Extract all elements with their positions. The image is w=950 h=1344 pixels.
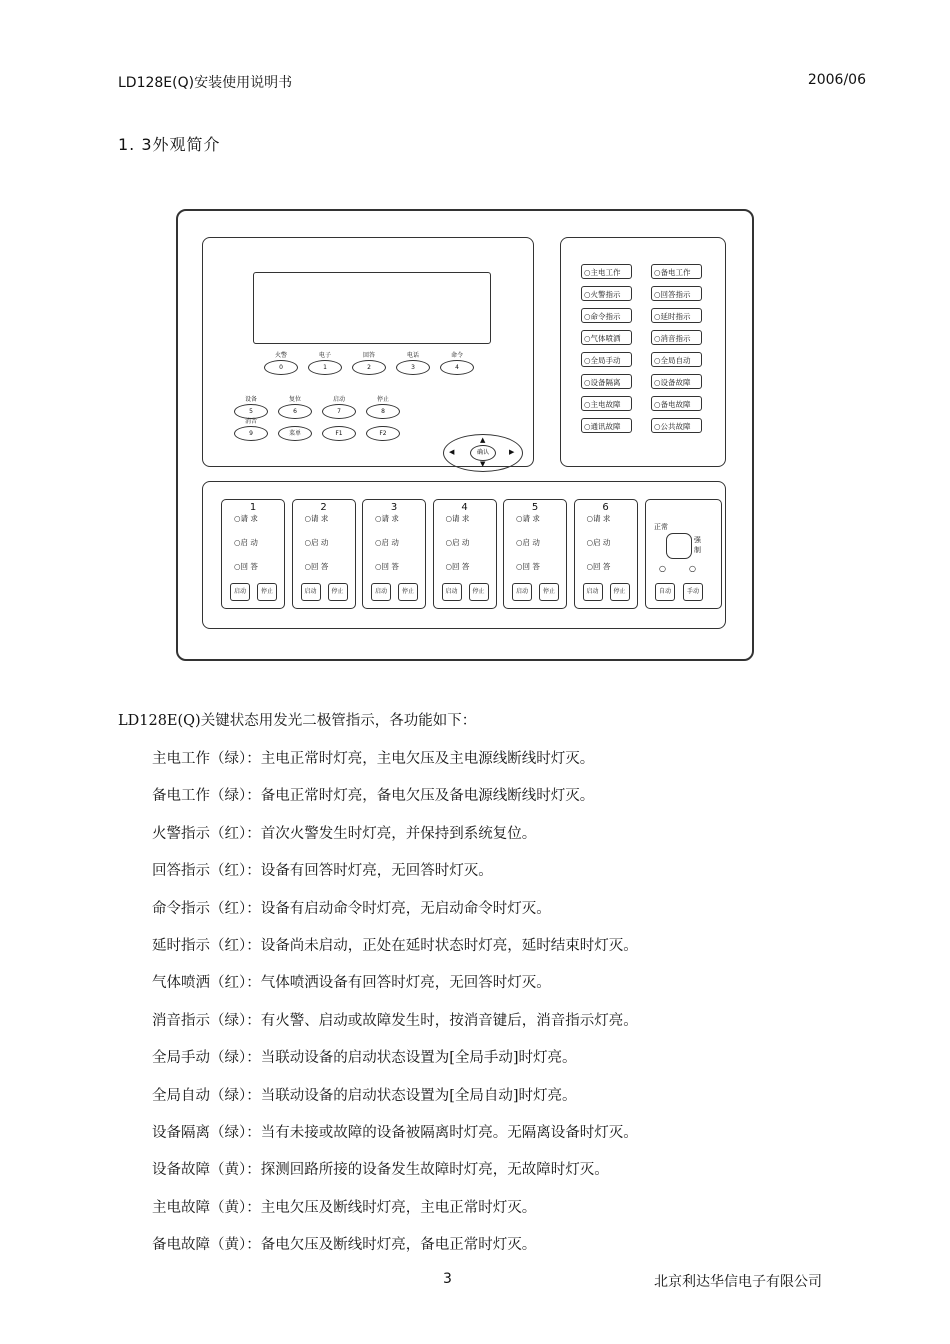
indicator-panel xyxy=(560,237,726,467)
manual-button: 手动 xyxy=(683,583,703,601)
normal-label: 正常 xyxy=(654,523,668,531)
indicator-lamp: ○回答指示 xyxy=(651,286,702,301)
key-label: 消音 xyxy=(244,418,257,425)
normal-led-icon: ○ xyxy=(659,564,666,573)
output-module xyxy=(433,499,497,609)
mode-key-switch xyxy=(666,533,692,559)
module-start-button: 启动 xyxy=(442,583,462,601)
module-led: ○启 动 xyxy=(234,538,258,547)
company-name: 北京利达华信电子有限公司 xyxy=(654,1274,822,1290)
indicator-lamp: ○公共故障 xyxy=(651,418,702,433)
output-module xyxy=(503,499,567,609)
indicator-description: 备电工作（绿）：备电正常时灯亮，备电欠压及备电源线断线时灯灭。 xyxy=(152,788,595,805)
module-stop-button: 停止 xyxy=(610,583,630,601)
key-cap: F2 xyxy=(366,426,400,441)
panel-outer-frame xyxy=(176,209,754,661)
indicator-lamp: ○主电工作 xyxy=(581,264,632,279)
module-number: 6 xyxy=(602,502,609,513)
indicator-description: 消音指示（绿）：有火警、启动或故障发生时，按消音键后，消音指示灯亮。 xyxy=(152,1012,638,1029)
key-cap: 1 xyxy=(308,360,342,375)
indicator-description: 回答指示（红）：设备有回答时灯亮，无回答时灯灭。 xyxy=(152,863,493,880)
indicator-description: 命令指示（红）：设备有启动命令时灯亮，无启动命令时灯灭。 xyxy=(152,900,551,917)
indicator-lamp: ○火警指示 xyxy=(581,286,632,301)
module-led: ○回 答 xyxy=(304,562,329,571)
arrow-down-icon: ▼ xyxy=(480,460,486,468)
key-cap: 8 xyxy=(366,404,400,419)
key-cap: 7 xyxy=(322,404,356,419)
module-led: ○回 答 xyxy=(375,562,399,571)
auto-button: 自动 xyxy=(655,583,675,601)
indicator-description: 备电故障（黄）：备电欠压及断线时灯亮，备电正常时灯灭。 xyxy=(152,1237,537,1254)
key-label xyxy=(277,418,313,425)
lcd-display xyxy=(253,272,491,344)
module-led: ○请 求 xyxy=(375,514,399,523)
module-led: ○请 求 xyxy=(516,514,540,523)
indicator-lamp: ○设备隔离 xyxy=(581,374,632,389)
force-label: 强制 xyxy=(694,536,701,554)
panel-key xyxy=(233,418,269,441)
indicator-lamp: ○备电工作 xyxy=(651,264,702,279)
key-label: 设备 xyxy=(244,396,257,403)
key-cap: 9 xyxy=(234,426,268,441)
panel-key xyxy=(277,418,313,441)
section-title: 1. 3外观简介 xyxy=(118,135,221,154)
module-start-button: 启动 xyxy=(301,583,321,601)
module-led: ○启 动 xyxy=(304,538,329,547)
indicator-description: 延时指示（红）：设备尚未启动，正处在延时状态时灯亮，延时结束时灯灭。 xyxy=(152,938,638,954)
key-label: 停止 xyxy=(376,396,389,403)
navigation-pad xyxy=(443,434,523,472)
module-start-button: 启动 xyxy=(583,583,603,601)
indicator-lamp: ○消音指示 xyxy=(651,330,702,345)
module-stop-button: 停止 xyxy=(398,583,418,601)
arrow-left-icon: ◀ xyxy=(449,448,455,456)
key-cap: F1 xyxy=(322,426,356,441)
key-label: 复位 xyxy=(288,396,301,403)
module-led: ○回 答 xyxy=(516,562,540,571)
output-module xyxy=(292,499,356,609)
key-cap: 菜单 xyxy=(278,426,312,441)
output-module xyxy=(574,499,638,609)
module-led: ○请 求 xyxy=(234,514,258,523)
module-led: ○启 动 xyxy=(516,538,540,547)
module-number: 1 xyxy=(249,502,257,513)
key-label: 启动 xyxy=(332,396,345,403)
keyboard-panel xyxy=(202,237,534,467)
indicator-lamp: ○主电故障 xyxy=(581,396,632,411)
key-label: 回答 xyxy=(362,352,375,359)
key-label: 电子 xyxy=(318,352,331,359)
arrow-up-icon: ▲ xyxy=(480,436,486,444)
key-cap: 4 xyxy=(440,360,474,375)
module-number: 4 xyxy=(461,502,468,513)
panel-key xyxy=(321,396,357,419)
module-led: ○请 求 xyxy=(304,514,329,523)
module-stop-button: 停止 xyxy=(469,583,489,601)
indicator-description: 设备故障（黄）：探测回路所接的设备发生故障时灯亮，无故障时灯灭。 xyxy=(152,1162,609,1179)
key-cap: 5 xyxy=(234,404,268,419)
key-cap: 3 xyxy=(396,360,430,375)
module-number: 3 xyxy=(390,502,398,513)
output-module xyxy=(221,499,285,609)
key-label: 电话 xyxy=(406,352,419,359)
key-cap: 0 xyxy=(264,360,298,375)
start-mode-module xyxy=(645,499,722,609)
panel-key xyxy=(233,396,269,419)
indicator-lamp: ○全局手动 xyxy=(581,352,632,367)
module-number: 2 xyxy=(320,502,327,513)
key-label: 命令 xyxy=(450,352,463,359)
panel-diagram xyxy=(168,199,755,666)
module-led: ○启 动 xyxy=(445,538,470,547)
indicator-description: 气体喷洒（红）：气体喷洒设备有回答时灯亮，无回答时灯灭。 xyxy=(152,975,551,992)
module-led: ○回 答 xyxy=(586,562,611,571)
key-label xyxy=(321,418,357,425)
panel-key xyxy=(277,396,313,419)
key-label xyxy=(365,418,401,425)
indicator-description: 设备隔离（绿）：当有未接或故障的设备被隔离时灯亮。无隔离设备时灯灭。 xyxy=(152,1125,638,1141)
module-start-button: 启动 xyxy=(512,583,532,601)
key-cap: 2 xyxy=(352,360,386,375)
module-led: ○请 求 xyxy=(445,514,470,523)
panel-key xyxy=(395,352,431,375)
module-led: ○启 动 xyxy=(375,538,399,547)
key-cap: 6 xyxy=(278,404,312,419)
confirm-key: 确认 xyxy=(470,445,496,461)
module-start-button: 启动 xyxy=(230,583,250,601)
doc-title: LD128E(Q)安装使用说明书 xyxy=(118,75,293,91)
module-stop-button: 停止 xyxy=(328,583,348,601)
panel-key xyxy=(439,352,475,375)
indicator-lamp: ○通讯故障 xyxy=(581,418,632,433)
module-stop-button: 停止 xyxy=(539,583,559,601)
panel-key xyxy=(365,396,401,419)
indicator-lamp: ○全局自动 xyxy=(651,352,702,367)
doc-date: 2006/06 xyxy=(807,72,866,88)
panel-key xyxy=(365,418,401,441)
indicator-lamp: ○命令指示 xyxy=(581,308,632,323)
intro-text: LD128E(Q)关键状态用发光二极管指示，各功能如下： xyxy=(118,713,477,729)
page-number: 3 xyxy=(443,1271,452,1287)
module-led: ○请 求 xyxy=(586,514,611,523)
module-number: 5 xyxy=(531,502,539,513)
indicator-description: 全局自动（绿）：当联动设备的启动状态设置为[全局自动]时灯亮。 xyxy=(152,1087,577,1104)
key-label: 火警 xyxy=(274,352,287,359)
indicator-description: 主电工作（绿）：主电正常时灯亮，主电欠压及主电源线断线时灯灭。 xyxy=(152,751,595,767)
indicator-lamp: ○备电故障 xyxy=(651,396,702,411)
indicator-lamp: ○气体喷洒 xyxy=(581,330,632,345)
indicator-lamp: ○设备故障 xyxy=(651,374,702,389)
output-module xyxy=(362,499,426,609)
module-start-button: 启动 xyxy=(371,583,391,601)
control-module-panel xyxy=(202,481,726,629)
module-stop-button: 停止 xyxy=(257,583,277,601)
module-led: ○回 答 xyxy=(234,562,258,571)
indicator-lamp: ○延时指示 xyxy=(651,308,702,323)
module-led: ○回 答 xyxy=(445,562,470,571)
panel-key xyxy=(263,352,299,375)
panel-key xyxy=(307,352,343,375)
panel-key xyxy=(321,418,357,441)
panel-key xyxy=(351,352,387,375)
indicator-description: 火警指示（红）：首次火警发生时灯亮，并保持到系统复位。 xyxy=(152,825,537,842)
module-led: ○启 动 xyxy=(586,538,611,547)
indicator-description: 全局手动（绿）：当联动设备的启动状态设置为[全局手动]时灯亮。 xyxy=(152,1050,577,1067)
indicator-description: 主电故障（黄）：主电欠压及断线时灯亮，主电正常时灯灭。 xyxy=(152,1199,537,1216)
arrow-right-icon: ▶ xyxy=(509,448,515,456)
force-led-icon: ○ xyxy=(689,564,696,573)
